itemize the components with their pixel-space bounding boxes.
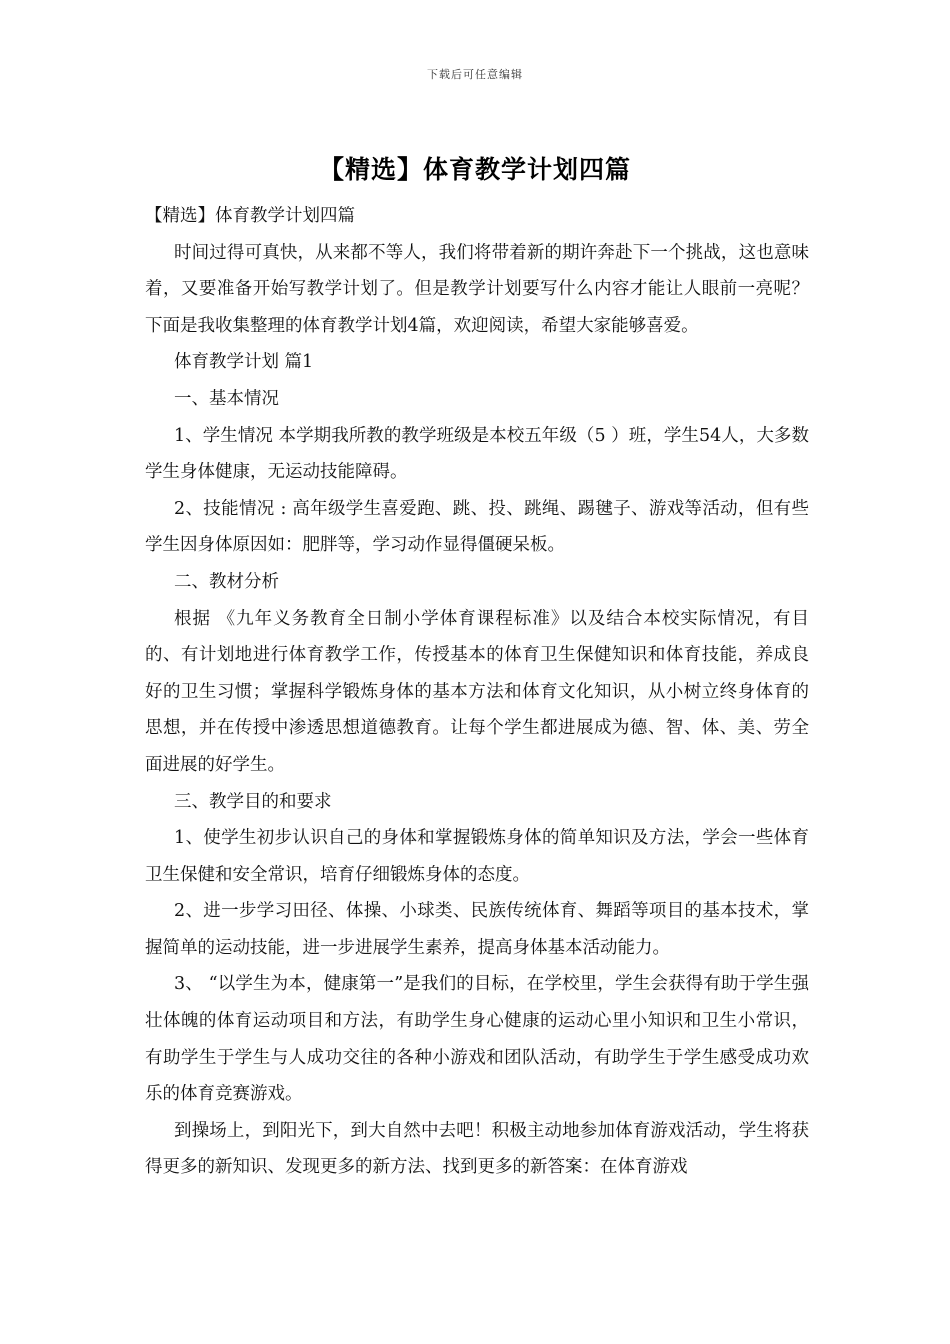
paragraph-goal-1: 1、使学生初步认识自己的身体和掌握锻炼身体的简单知识及方法，学会一些体育卫生保健和安全常识，培育仔细锻炼身体的态度。 — [145, 828, 809, 885]
paragraph-goal-3: 3、 “以学生为本，健康第一”是我们的目标，在学校里，学生会获得有助于学生强壮体魄的体育运动项目和方法，有助学生身心健康的运动心里小知识和卫生小常识，有助学生于学生与人成功交往的各种小游戏和团队活动，有助学生于学生感受成功欢乐的体育竞赛游戏。 — [145, 974, 809, 1105]
paragraph-heading-basic: 一、基本情况 — [174, 388, 279, 409]
paragraph-heading-goals: 三、教学目的和要求 — [174, 791, 332, 812]
paragraph-section-heading: 体育教学计划 篇1 — [174, 352, 314, 373]
paragraph-subtitle: 【精选】体育教学计划四篇 — [145, 206, 355, 226]
document-title: 【精选】体育教学计划四篇 — [318, 155, 631, 184]
page-header-note: 下载后可任意编辑 — [427, 68, 523, 81]
paragraph-heading-materials: 二、教材分析 — [174, 571, 279, 592]
paragraph-skill-status: 2、技能情况 : 高年级学生喜爱跑、跳、投、跳绳、踢毽子、游戏等活动，但有些学生因身体原因如：肥胖等，学习动作显得僵硬呆板。 — [145, 498, 809, 556]
paragraph-intro: 时间过得可真快，从来都不等人，我们将带着新的期许奔赴下一个挑战，这也意味着，又要准备开始写教学计划了。但是教学计划要写什么内容才能让人眼前一亮呢？下面是我收集整理的体育教学计划4篇，欢迎阅读，希望大家能够喜爱。 — [145, 242, 809, 336]
paragraph-closing: 到操场上，到阳光下，到大自然中去吧！积极主动地参加体育游戏活动，学生将获得更多的新知识、发现更多的新方法、找到更多的新答案：在体育游戏 — [145, 1120, 809, 1178]
paragraph-student-status: 1、学生情况 本学期我所教的教学班级是本校五年级（5 ）班，学生54人，大多数学生身体健康，无运动技能障碍。 — [145, 425, 809, 483]
document-body — [145, 198, 809, 1186]
paragraph-materials-analysis: 根据 《九年义务教育全日制小学体育课程标准》以及结合本校实际情况，有目的、有计划地进行体育教学工作，传授基本的体育卫生保健知识和体育技能，养成良好的卫生习惯；掌握科学锻炼身体的基本方法和体育文化知识，从小树立终身体育的思想，并在传授中渗透思想道德教育。让每个学生都进展成为德、智、体、美、劳全面进展的好学生。 — [145, 608, 809, 775]
paragraph-goal-2: 2、进一步学习田径、体操、小球类、民族传统体育、舞蹈等项目的基本技术，掌握简单的运动技能，进一步进展学生素养，提高身体基本活动能力。 — [145, 901, 809, 958]
